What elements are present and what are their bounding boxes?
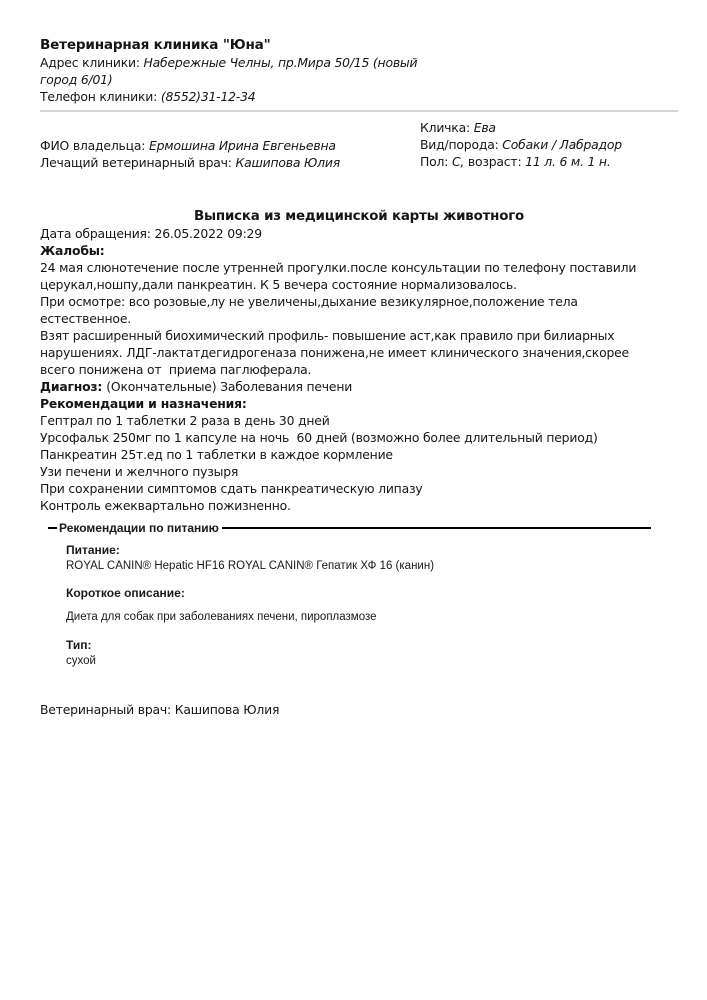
header-divider <box>40 110 678 112</box>
visit-date-value: 26.05.2022 09:29 <box>154 226 262 241</box>
pet-sex-label: Пол: <box>420 154 452 169</box>
attending-vet-label: Лечащий ветеринарный врач: <box>40 155 236 170</box>
legend-rule-line <box>222 527 651 529</box>
attending-vet-value: Кашипова Юлия <box>235 155 340 170</box>
complaints-line: 24 мая слюнотечение после утренней прогулки.после консультации по телефону поставили <box>40 260 637 275</box>
diagnosis-value: (Окончательные) Заболевания печени <box>106 379 353 394</box>
type-label: Тип: <box>66 638 92 652</box>
food-label: Питание: <box>66 543 120 557</box>
vet-signature-label: Ветеринарный врач: <box>40 702 175 717</box>
parties-section <box>40 119 678 171</box>
visit-date-label: Дата обращения: <box>40 226 155 241</box>
complaints-line: При осмотре: всо розовые,лу не увеличены,дыхание везикулярное,положение тела <box>40 294 578 309</box>
nutrition-box <box>48 521 651 668</box>
pet-species-line <box>420 136 678 153</box>
complaints-line: нарушениях. ЛДГ-лактатдегидрогеназа понижена,не имеет клинического значения,скорее <box>40 345 629 360</box>
diagnosis-label: Диагноз: <box>40 379 107 394</box>
description-label: Короткое описание: <box>66 586 185 600</box>
clinic-address <box>40 54 452 88</box>
recommendations-section <box>40 395 678 514</box>
pet-age-value: 11 л. 6 м. 1 н. <box>525 154 611 169</box>
recommendations-label: Рекомендации и назначения: <box>40 396 247 411</box>
owner-line <box>40 137 420 154</box>
diagnosis-line <box>40 378 678 395</box>
clinic-header <box>40 36 678 105</box>
description-value: Диета для собак при заболеваниях печени, пироплазмозе <box>66 611 377 623</box>
clinic-address-value: Набережные Челны, пр.Мира 50/15 (новый город 6/01) <box>40 55 418 87</box>
record-title: Выписка из медицинской карты животного <box>194 209 524 224</box>
pet-name-label: Кличка: <box>420 120 474 135</box>
vet-signature-value: Кашипова Юлия <box>174 702 280 717</box>
complaints-line: всего понижена от приема паглюферала. <box>40 362 312 377</box>
recommendation-line: Панкреатин 25т.ед по 1 таблетки в каждое кормление <box>40 447 393 462</box>
clinic-name: Ветеринарная клиника "Юна" <box>40 37 271 53</box>
nutrition-box-legend <box>48 521 651 535</box>
recommendation-line: Урсофальк 250мг по 1 капсуле на ночь 60 дней (возможно более длительный период) <box>40 430 598 445</box>
pet-info <box>420 119 678 171</box>
pet-name-line <box>420 119 678 136</box>
complaints-line: церукал,ношпу,дали панкреатин. К 5 вечера состояние нормализовалось. <box>40 277 517 292</box>
pet-age-label: возраст: <box>464 154 526 169</box>
attending-vet-line <box>40 154 420 171</box>
pet-species-value: Собаки / Лабрадор <box>502 137 622 152</box>
pet-sex-age-line <box>420 153 678 170</box>
legend-left-tick <box>48 527 57 529</box>
recommendation-line: При сохранении симптомов сдать панкреатическую липазу <box>40 481 423 496</box>
owner-value: Ермошина Ирина Евгеньевна <box>149 138 336 153</box>
visit-date-line <box>40 225 678 242</box>
recommendation-line: Узи печени и желчного пузыря <box>40 464 239 479</box>
type-value: сухой <box>66 655 96 667</box>
recommendation-line: Гептрал по 1 таблетки 2 раза в день 30 дней <box>40 413 330 428</box>
nutrition-body <box>48 543 651 668</box>
pet-species-label: Вид/порода: <box>420 137 503 152</box>
pet-sex-value: С, <box>451 154 465 169</box>
complaints-section <box>40 242 678 378</box>
clinic-phone-value: (8552)31-12-34 <box>160 89 256 104</box>
owner-label: ФИО владельца: <box>40 138 149 153</box>
pet-name-value: Ева <box>473 120 496 135</box>
complaints-label: Жалобы: <box>40 243 105 258</box>
owner-info <box>40 137 420 171</box>
complaints-line: Взят расширенный биохимический профиль- повышение аст,как правило при билиарных <box>40 328 615 343</box>
food-value: ROYAL CANIN® Hepatic HF16 ROYAL CANIN® Гепатик ХФ 16 (канин) <box>66 560 435 572</box>
nutrition-box-title: Рекомендации по питанию <box>59 521 219 535</box>
clinic-phone <box>40 88 678 105</box>
recommendation-line: Контроль ежеквартально пожизненно. <box>40 498 291 513</box>
clinic-address-label: Адрес клиники: <box>40 55 144 70</box>
vet-signature-line <box>40 701 678 718</box>
clinic-phone-label: Телефон клиники: <box>40 89 161 104</box>
complaints-line: естественное. <box>40 311 131 326</box>
